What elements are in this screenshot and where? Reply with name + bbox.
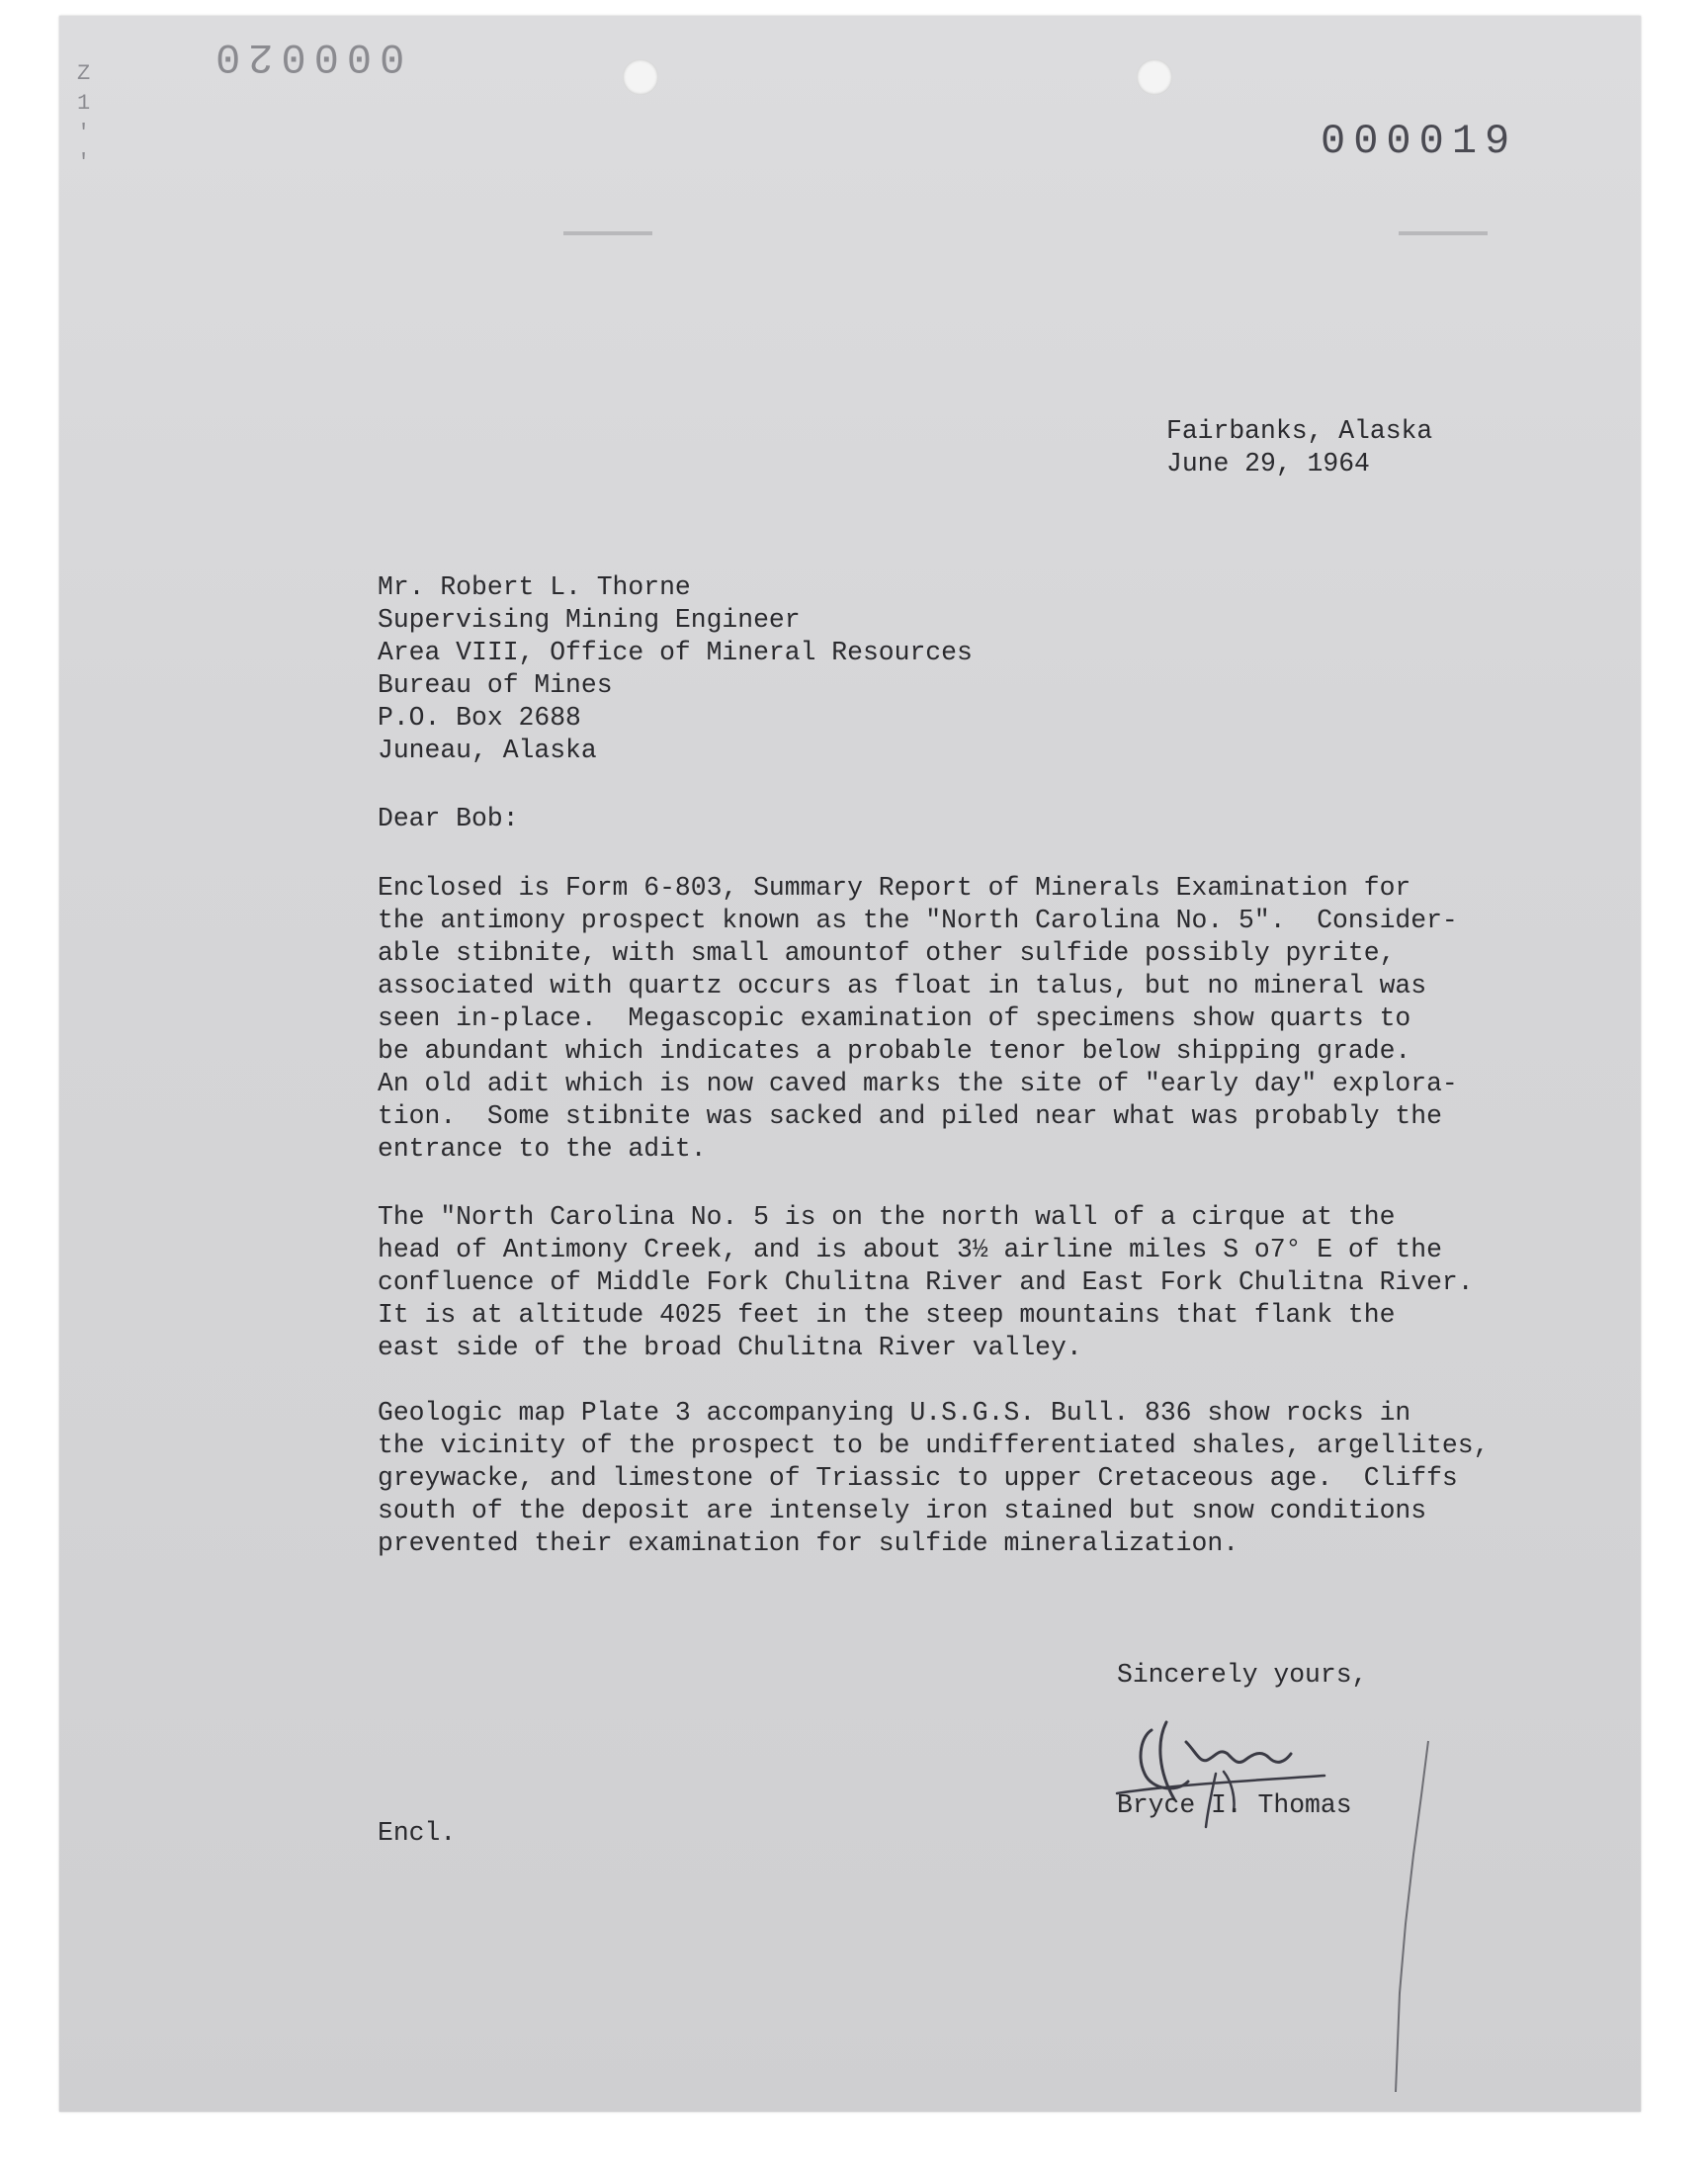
margin-mark: 1 [77,91,91,116]
paragraph-line: south of the deposit are intensely iron stained but snow conditions [378,1496,1427,1525]
paragraph-line: prevented their examination for sulfide mineralization. [378,1528,1239,1558]
paragraph-line: associated with quartz occurs as float in talus, but no mineral was [378,971,1427,1000]
enclosure-note: Encl. [378,1818,457,1848]
margin-mark: Z [77,61,91,86]
margin-marks [77,59,90,178]
paragraph-line: the antimony prospect known as the "North Carolina No. 5". Consider- [378,906,1458,935]
paragraph-line: head of Antimony Creek, and is about 3½ airline miles S o7° E of the [378,1235,1442,1264]
paragraph-line: the vicinity of the prospect to be undifferentiated shales, argellites, [378,1431,1490,1460]
paragraph-line: The "North Carolina No. 5 is on the north wall of a cirque at the [378,1202,1396,1232]
recipient-title: Supervising Mining Engineer [378,605,801,635]
margin-mark: ' [77,121,91,145]
body-paragraph-3 [378,1397,1489,1560]
page-number-stamp: 000019 [1321,118,1518,165]
paragraph-line: entrance to the adit. [378,1134,707,1164]
paragraph-line: able stibnite, with small amountof other sulfide possibly pyrite, [378,938,1396,968]
signer-name: Bryce I. Thomas [1117,1790,1352,1820]
paragraph-line: Geologic map Plate 3 accompanying U.S.G.S. Bull. 836 show rocks in [378,1398,1411,1428]
paragraph-line: east side of the broad Chulitna River valley. [378,1333,1082,1362]
margin-mark: ' [77,150,91,175]
paragraph-line: confluence of Middle Fork Chulitna River and East Fork Chulitna River. [378,1267,1474,1297]
recipient-city: Juneau, Alaska [378,736,597,765]
paragraph-line: An old adit which is now caved marks the site of "early day" explora- [378,1069,1458,1098]
paragraph-line: It is at altitude 4025 feet in the steep mountains that flank the [378,1300,1396,1330]
paragraph-line: be abundant which indicates a probable tenor below shipping grade. [378,1036,1411,1066]
body-paragraph-1 [378,872,1458,1166]
paragraph-line: Enclosed is Form 6-803, Summary Report of Minerals Examination for [378,873,1411,903]
recipient-address [378,571,973,767]
recipient-name: Mr. Robert L. Thorne [378,572,691,602]
paragraph-line: seen in-place. Megascopic examination of specimens show quarts to [378,1003,1411,1033]
place-and-date [1166,415,1432,480]
letter-date: June 29, 1964 [1166,449,1370,478]
letter-place: Fairbanks, Alaska [1166,416,1433,446]
paragraph-line: tion. Some stibnite was sacked and piled near what was probably the [378,1101,1442,1131]
salutation: Dear Bob: [378,804,519,833]
recipient-po-box: P.O. Box 2688 [378,703,581,733]
closing: Sincerely yours, [1117,1660,1368,1690]
recipient-office: Area VIII, Office of Mineral Resources [378,638,973,667]
paragraph-line: greywacke, and limestone of Triassic to upper Cretaceous age. Cliffs [378,1463,1458,1493]
body-paragraph-2 [378,1201,1474,1364]
reverse-page-number-stamp: 000020 [208,33,405,80]
recipient-organization: Bureau of Mines [378,670,613,700]
